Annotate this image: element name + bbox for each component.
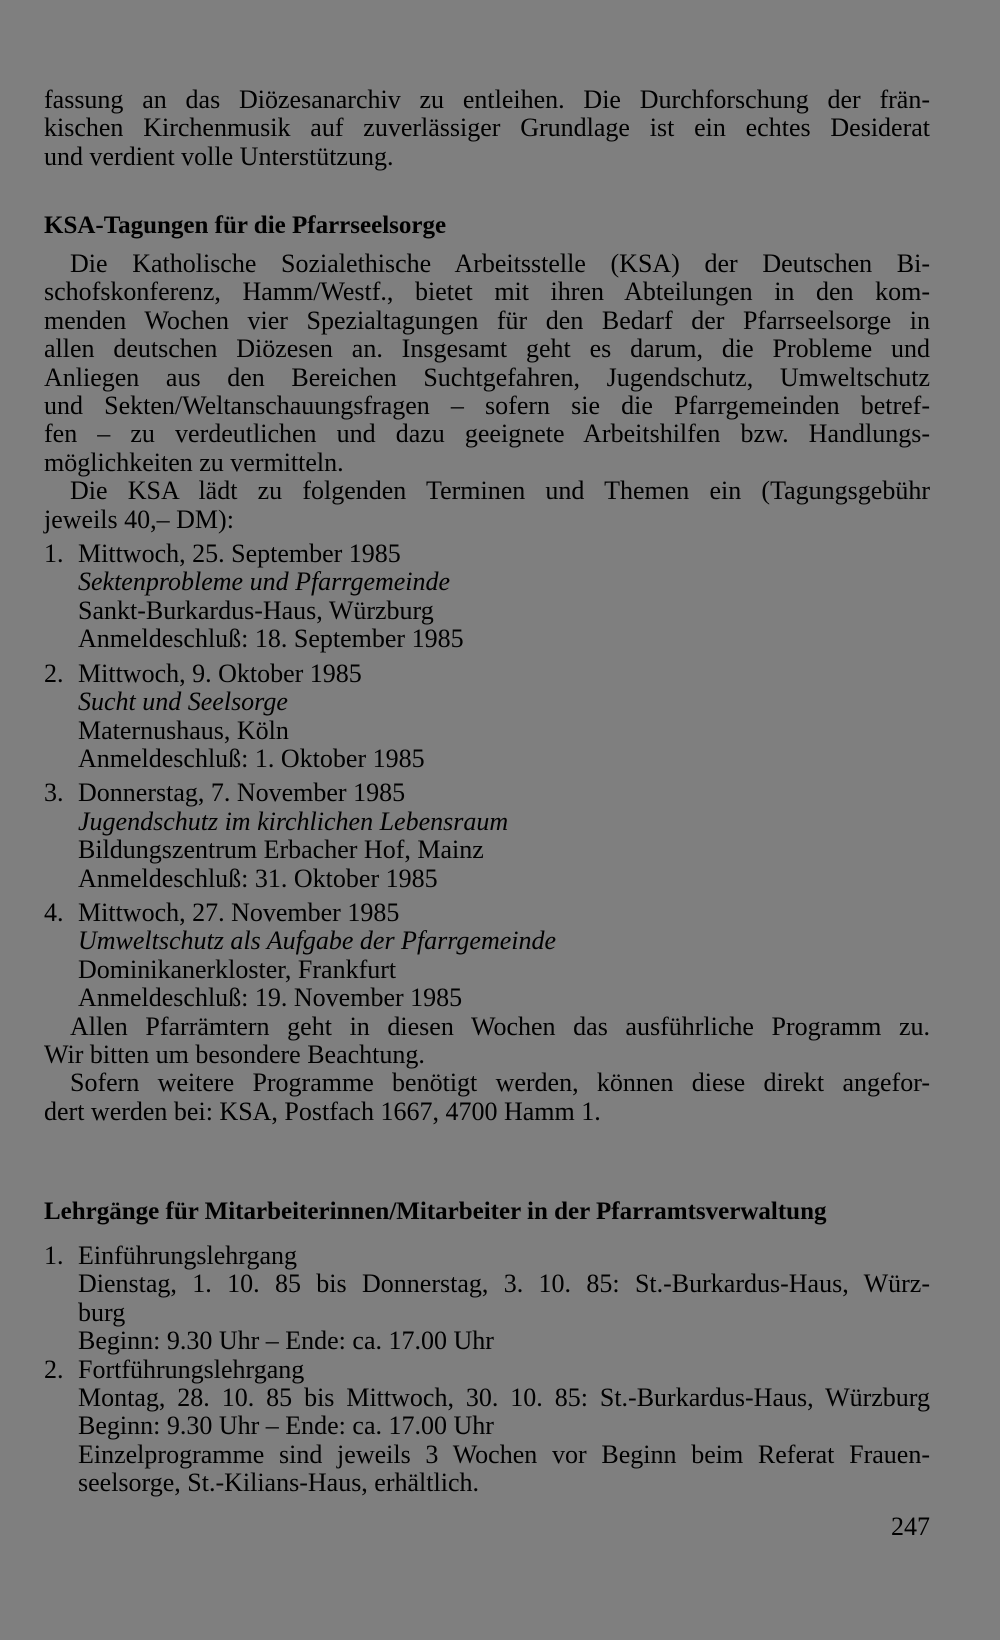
list-item bbox=[44, 779, 930, 899]
text-line: jeweils 40,– DM): bbox=[44, 504, 234, 534]
event-deadline: Anmeldeschluß: 18. September 1985 bbox=[78, 624, 464, 654]
ksa-section bbox=[44, 250, 930, 1126]
item-number: 2. bbox=[44, 1354, 64, 1384]
event-date: Mittwoch, 9. Oktober 1985 bbox=[78, 658, 362, 688]
item-number: 4. bbox=[44, 897, 64, 927]
event-deadline: Anmeldeschluß: 19. November 1985 bbox=[78, 983, 463, 1013]
event-place: Dominikanerkloster, Frankfurt bbox=[78, 954, 397, 984]
page-number: 247 bbox=[891, 1512, 930, 1541]
course-date-line: burg bbox=[78, 1297, 126, 1327]
ksa-paragraph bbox=[44, 250, 930, 477]
ksa-heading: KSA-Tagungen für die Pfarrseelsorge bbox=[44, 212, 447, 239]
event-date: Donnerstag, 7. November 1985 bbox=[78, 778, 406, 808]
list-item bbox=[44, 899, 930, 1013]
course-note: seelsorge, St.-Kilians-Haus, erhältlich. bbox=[78, 1468, 479, 1498]
list-item bbox=[44, 1356, 930, 1498]
event-deadline: Anmeldeschluß: 1. Oktober 1985 bbox=[78, 743, 425, 773]
text-line: Allen Pfarrämtern geht in diesen Wochen das ausführliche Programm zu. bbox=[70, 1011, 930, 1041]
list-item bbox=[44, 660, 930, 780]
event-title: Jugendschutz im kirchlichen Lebensraum bbox=[78, 806, 509, 836]
item-number: 1. bbox=[44, 1241, 64, 1270]
event-place: Sankt-Burkardus-Haus, Würzburg bbox=[78, 595, 434, 625]
text-line: kischen Kirchenmusik auf zuverlässiger Grundlage ist ein echtes Desiderat bbox=[44, 113, 930, 143]
text-line: fassung an das Diözesanarchiv zu entleihen. Die Durchforschung der frän- bbox=[44, 85, 930, 114]
text-line: dert werden bei: KSA, Postfach 1667, 4700 Hamm 1. bbox=[44, 1096, 601, 1126]
event-place: Bildungszentrum Erbacher Hof, Mainz bbox=[78, 835, 484, 865]
item-number: 1. bbox=[44, 539, 64, 569]
text-line: Anliegen aus den Bereichen Suchtgefahren, Jugendschutz, Umweltschutz bbox=[44, 362, 930, 392]
text-line: Die KSA lädt zu folgenden Terminen und Themen ein (Tagungsgebühr bbox=[70, 476, 930, 506]
course-time: Beginn: 9.30 Uhr – Ende: ca. 17.00 Uhr bbox=[78, 1411, 494, 1441]
text-line: fen – zu verdeutlichen und dazu geeignete Arbeitshilfen bzw. Handlungs- bbox=[44, 419, 930, 449]
list-item bbox=[44, 1242, 930, 1356]
event-date: Mittwoch, 27. November 1985 bbox=[78, 897, 400, 927]
event-title: Sektenprobleme und Pfarrgemeinde bbox=[78, 567, 451, 597]
ksa-event-list bbox=[44, 540, 930, 1013]
lehrgaenge-section bbox=[44, 1242, 930, 1498]
text-line: allen deutschen Diözesen an. Insgesamt geht es darum, die Probleme und bbox=[44, 334, 930, 364]
item-number: 3. bbox=[44, 778, 64, 808]
text-line: menden Wochen vier Spezialtagungen für den Bedarf der Pfarrseelsorge in bbox=[44, 305, 930, 335]
event-date: Mittwoch, 25. September 1985 bbox=[78, 539, 401, 569]
text-line: schofskonferenz, Hamm/Westf., bietet mit ihren Abteilungen in den kom- bbox=[44, 277, 930, 307]
intro-paragraph bbox=[44, 86, 930, 171]
text-line: Die Katholische Sozialethische Arbeitsstelle (KSA) der Deutschen Bi- bbox=[70, 249, 930, 278]
course-title: Fortführungslehrgang bbox=[78, 1354, 305, 1384]
course-title: Einführungslehrgang bbox=[78, 1241, 298, 1270]
ksa-closing bbox=[44, 1013, 930, 1127]
item-number: 2. bbox=[44, 658, 64, 688]
course-note: Einzelprogramme sind jeweils 3 Wochen vor Beginn beim Referat Frauen- bbox=[78, 1439, 930, 1469]
text-line: und verdient volle Unterstützung. bbox=[44, 141, 394, 171]
event-title: Umweltschutz als Aufgabe der Pfarrgemeinde bbox=[78, 926, 557, 956]
course-list bbox=[44, 1242, 930, 1498]
text-line: Sofern weitere Programme benötigt werden, können diese direkt angefor- bbox=[70, 1068, 930, 1098]
event-title: Sucht und Seelsorge bbox=[78, 687, 288, 717]
list-item bbox=[44, 540, 930, 660]
ksa-invite bbox=[44, 477, 930, 534]
lehrgaenge-heading: Lehrgänge für Mitarbeiterinnen/Mitarbeiter in der Pfarramtsverwaltung bbox=[44, 1198, 827, 1225]
text-line: und Sekten/Weltanschauungsfragen – sofern sie die Pfarrgemeinden betref- bbox=[44, 391, 930, 421]
course-date-line: Dienstag, 1. 10. 85 bis Donnerstag, 3. 10. 85: St.-Burkardus-Haus, Würz- bbox=[78, 1269, 930, 1299]
course-time: Beginn: 9.30 Uhr – Ende: ca. 17.00 Uhr bbox=[78, 1326, 494, 1356]
course-date-line: Montag, 28. 10. 85 bis Mittwoch, 30. 10. 85: St.-Burkardus-Haus, Würzburg bbox=[78, 1383, 930, 1413]
text-line: Wir bitten um besondere Beachtung. bbox=[44, 1039, 425, 1069]
text-line: möglichkeiten zu vermitteln. bbox=[44, 447, 344, 477]
event-place: Maternushaus, Köln bbox=[78, 715, 289, 745]
event-deadline: Anmeldeschluß: 31. Oktober 1985 bbox=[78, 863, 438, 893]
